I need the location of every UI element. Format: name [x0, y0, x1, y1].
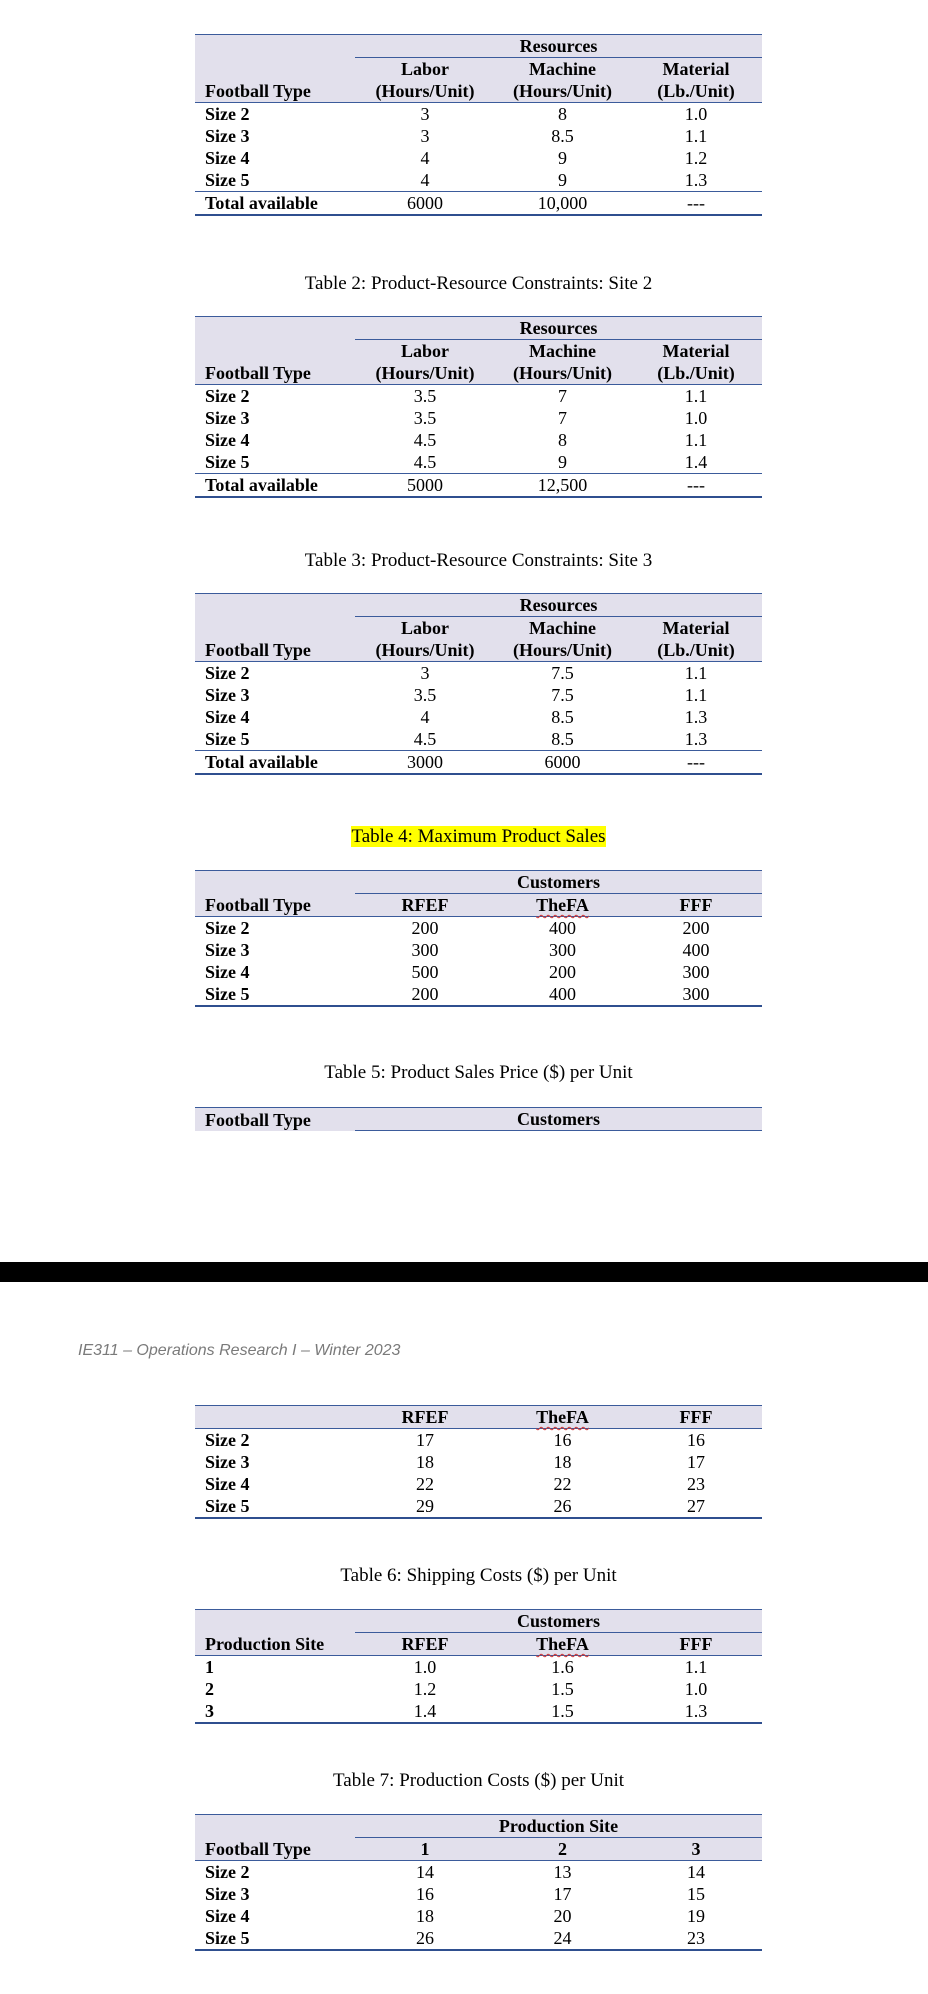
customers-header: Customers	[355, 1610, 762, 1633]
fff-value: 1.1	[684, 1657, 708, 1677]
rfef-value: 1.4	[355, 1700, 495, 1723]
table-row	[195, 1495, 762, 1518]
labor-value: 4.5	[413, 430, 437, 450]
thefa-value: 200	[549, 962, 576, 982]
material-value: 1.1	[684, 685, 708, 705]
row-label: Size 2	[205, 386, 250, 406]
table-row	[195, 169, 762, 192]
labor-value: 4.5	[413, 729, 437, 749]
rfef-value: 300	[411, 940, 439, 960]
table-row	[195, 983, 762, 1006]
site-1-value: 14	[416, 1862, 434, 1882]
running-header: IE311 – Operations Research I – Winter 2023	[78, 1342, 401, 1359]
football-type-header: Football Type	[195, 1108, 355, 1131]
labor-value: 3.5	[413, 408, 437, 428]
row-label: Size 5	[205, 170, 250, 190]
rfef-value: 22	[416, 1474, 434, 1494]
total-label: Total available	[195, 474, 355, 498]
labor-header: Labor (Hours/Unit)	[355, 340, 495, 385]
material-value: 1.1	[684, 663, 708, 683]
material-value: 1.2	[684, 148, 708, 168]
blank-cell	[195, 35, 355, 58]
football-type-header: Football Type	[195, 617, 355, 662]
table-row	[195, 1861, 762, 1884]
material-value: 1.4	[684, 452, 708, 472]
table-7-caption: Table 7: Production Costs ($) per Unit	[332, 1770, 625, 1791]
row-label: Size 4	[205, 707, 250, 727]
fff-value: 1.3	[630, 1700, 762, 1723]
rfef-value: 200	[355, 983, 495, 1006]
blank-cell	[195, 1406, 355, 1429]
table-row	[195, 1429, 762, 1452]
table-row	[195, 1883, 762, 1905]
row-label: Size 5	[195, 1927, 355, 1950]
machine-value: 8.5	[551, 729, 574, 749]
table-row	[195, 662, 762, 685]
fff-value: 400	[682, 940, 710, 960]
row-label: Size 5	[205, 729, 250, 749]
table-row	[195, 728, 762, 751]
material-value: 1.3	[684, 707, 708, 727]
row-label: Size 3	[205, 940, 250, 960]
labor-value: 4	[420, 170, 430, 190]
thefa-value: 400	[495, 983, 630, 1006]
table-row	[195, 1451, 762, 1473]
fff-value: 27	[630, 1495, 762, 1518]
row-label: Size 3	[205, 1884, 250, 1904]
highlighted-caption-text: Table 4: Maximum Product Sales	[351, 826, 606, 847]
labor-header: Labor (Hours/Unit)	[355, 617, 495, 662]
site-1-header: 1	[355, 1838, 495, 1861]
material-value: 1.1	[684, 430, 708, 450]
labor-value: 3	[420, 126, 430, 146]
site-3-value: 14	[687, 1862, 705, 1882]
football-type-header: Football Type	[195, 340, 355, 385]
row-label: Size 3	[205, 126, 250, 146]
thefa-value: 26	[495, 1495, 630, 1518]
material-value: 1.1	[684, 126, 708, 146]
machine-header: Machine (Hours/Unit)	[495, 617, 630, 662]
machine-value: 9	[558, 148, 567, 168]
row-label: Size 2	[205, 1430, 250, 1450]
rfef-header: RFEF	[355, 1633, 495, 1656]
machine-value: 9	[558, 452, 567, 472]
row-label: Size 5	[195, 983, 355, 1006]
table-row	[195, 103, 762, 126]
thefa-value: 300	[549, 940, 576, 960]
row-label: Size 5	[195, 1495, 355, 1518]
table-5-caption: Table 5: Product Sales Price ($) per Unit	[324, 1062, 633, 1083]
thefa-value: 1.5	[495, 1700, 630, 1723]
labor-value: 3.5	[413, 386, 437, 406]
fff-value: 16	[687, 1430, 705, 1450]
machine-value: 7	[558, 408, 567, 428]
fff-value: 23	[687, 1474, 705, 1494]
blank-cell	[195, 871, 355, 894]
row-label: Size 3	[205, 1452, 250, 1472]
machine-value: 8	[558, 430, 567, 450]
sales-price-table	[195, 1405, 762, 1519]
thefa-value: 400	[549, 918, 576, 938]
material-value: 1.1	[684, 386, 708, 406]
table-row	[195, 1656, 762, 1679]
labor-value: 3	[420, 663, 430, 683]
material-total: ---	[630, 474, 762, 498]
material-value: 1.3	[684, 170, 708, 190]
fff-value: 200	[682, 918, 710, 938]
site-3-value: 19	[687, 1906, 705, 1926]
table-row	[195, 1700, 762, 1723]
thefa-value: 1.5	[551, 1679, 574, 1699]
row-label: Size 4	[205, 148, 250, 168]
total-label: Total available	[195, 192, 355, 216]
row-label: Size 2	[205, 1862, 250, 1882]
labor-header: Labor (Hours/Unit)	[355, 58, 495, 103]
table-row	[195, 706, 762, 728]
rfef-value: 1.0	[413, 1657, 437, 1677]
thefa-value: 22	[553, 1474, 572, 1494]
shipping-cost-table	[195, 1609, 762, 1724]
fff-value: 300	[682, 962, 710, 982]
machine-value: 7.5	[551, 663, 574, 683]
table-row	[195, 429, 762, 451]
total-row	[195, 474, 762, 498]
fff-value: 17	[687, 1452, 705, 1472]
thefa-header: TheFA	[495, 894, 630, 917]
material-total: ---	[630, 192, 762, 216]
table-2-caption: Table 2: Product-Resource Constraints: Site 2	[304, 273, 653, 294]
row-label: Size 3	[205, 685, 250, 705]
machine-value: 8.5	[551, 707, 574, 727]
table-row	[195, 939, 762, 961]
table-row	[195, 917, 762, 940]
labor-total: 5000	[355, 474, 495, 498]
table-row	[195, 1905, 762, 1927]
labor-value: 3.5	[413, 685, 437, 705]
thefa-value: 1.6	[551, 1657, 574, 1677]
production-site-header: Production Site	[355, 1815, 762, 1838]
rfef-header: RFEF	[355, 1406, 495, 1429]
rfef-value: 29	[355, 1495, 495, 1518]
table-row	[195, 407, 762, 429]
sales-price-table-header	[195, 1107, 762, 1131]
page-break	[0, 1262, 928, 1282]
football-type-header: Football Type	[195, 1838, 355, 1861]
row-label: Size 4	[205, 962, 250, 982]
thefa-value: 16	[553, 1430, 572, 1450]
table-row	[195, 451, 762, 474]
table-row	[195, 147, 762, 169]
row-label: Size 4	[205, 430, 250, 450]
row-label: Size 4	[205, 1906, 250, 1926]
site-2-value: 24	[495, 1927, 630, 1950]
machine-header: Machine (Hours/Unit)	[495, 340, 630, 385]
row-label: Size 4	[205, 1474, 250, 1494]
resources-header: Resources	[355, 594, 762, 617]
blank-cell	[195, 317, 355, 340]
machine-value: 9	[558, 170, 567, 190]
labor-value: 3	[420, 104, 430, 124]
table-row	[195, 1678, 762, 1700]
fff-value: 300	[630, 983, 762, 1006]
resources-header: Resources	[355, 35, 762, 58]
table-6-caption: Table 6: Shipping Costs ($) per Unit	[340, 1565, 617, 1586]
material-total: ---	[630, 751, 762, 775]
material-value: 1.0	[684, 104, 708, 124]
row-label: Size 3	[205, 408, 250, 428]
max-sales-table	[195, 870, 762, 1007]
table-row	[195, 125, 762, 147]
rfef-header: RFEF	[355, 894, 495, 917]
material-value: 1.0	[684, 408, 708, 428]
blank-cell	[195, 1815, 355, 1838]
machine-total: 6000	[495, 751, 630, 775]
rfef-value: 17	[416, 1430, 434, 1450]
table-row	[195, 961, 762, 983]
site-2-value: 17	[553, 1884, 572, 1904]
labor-value: 4.5	[413, 452, 437, 472]
rfef-value: 1.2	[413, 1679, 437, 1699]
customers-header: Customers	[355, 871, 762, 894]
rfef-value: 18	[416, 1452, 434, 1472]
fff-header: FFF	[630, 1633, 762, 1656]
rfef-value: 500	[411, 962, 439, 982]
table-row	[195, 1473, 762, 1495]
table-3-caption: Table 3: Product-Resource Constraints: Site 3	[304, 550, 653, 571]
football-type-header: Football Type	[195, 58, 355, 103]
document-page-2	[0, 1282, 928, 1994]
resource-table-site-3	[195, 593, 762, 775]
thefa-header: TheFA	[495, 1406, 630, 1429]
total-label: Total available	[195, 751, 355, 775]
material-header: Material (Lb./Unit)	[630, 617, 762, 662]
thefa-header: TheFA	[495, 1633, 630, 1656]
table-row	[195, 385, 762, 408]
row-label: Size 2	[205, 663, 250, 683]
site-1-value: 26	[355, 1927, 495, 1950]
table-row	[195, 1927, 762, 1950]
machine-total: 12,500	[495, 474, 630, 498]
labor-value: 4	[420, 148, 430, 168]
table-row	[195, 684, 762, 706]
row-label: 2	[205, 1679, 214, 1699]
machine-header: Machine (Hours/Unit)	[495, 58, 630, 103]
table-4-caption	[195, 825, 762, 849]
rfef-value: 200	[411, 918, 439, 938]
machine-value: 8.5	[551, 126, 574, 146]
site-1-value: 16	[416, 1884, 434, 1904]
resources-header: Resources	[355, 317, 762, 340]
machine-value: 8	[558, 104, 567, 124]
labor-value: 4	[420, 707, 430, 727]
material-value: 1.3	[684, 729, 708, 749]
row-label: Size 2	[205, 104, 250, 124]
row-label: Size 2	[205, 918, 250, 938]
blank-cell	[195, 1610, 355, 1633]
row-label: Size 5	[205, 452, 250, 472]
fff-header: FFF	[630, 1406, 762, 1429]
production-cost-table	[195, 1814, 762, 1951]
machine-total: 10,000	[495, 192, 630, 216]
row-label: 3	[195, 1700, 355, 1723]
fff-header: FFF	[630, 894, 762, 917]
football-type-header: Football Type	[195, 894, 355, 917]
blank-cell	[195, 594, 355, 617]
customers-header: Customers	[355, 1108, 762, 1131]
labor-total: 3000	[355, 751, 495, 775]
machine-value: 7	[558, 386, 567, 406]
resource-table-site-1	[195, 34, 762, 216]
site-2-value: 20	[553, 1906, 572, 1926]
total-row	[195, 192, 762, 216]
production-site-header: Production Site	[195, 1633, 355, 1656]
resource-table-site-2	[195, 316, 762, 498]
site-3-value: 23	[630, 1927, 762, 1950]
thefa-value: 18	[553, 1452, 572, 1472]
labor-total: 6000	[355, 192, 495, 216]
site-2-value: 13	[553, 1862, 572, 1882]
machine-value: 7.5	[551, 685, 574, 705]
material-header: Material (Lb./Unit)	[630, 340, 762, 385]
fff-value: 1.0	[684, 1679, 708, 1699]
total-row	[195, 751, 762, 775]
material-header: Material (Lb./Unit)	[630, 58, 762, 103]
site-3-header: 3	[630, 1838, 762, 1861]
row-label: 1	[205, 1657, 214, 1677]
site-2-header: 2	[495, 1838, 630, 1861]
site-1-value: 18	[416, 1906, 434, 1926]
site-3-value: 15	[687, 1884, 705, 1904]
